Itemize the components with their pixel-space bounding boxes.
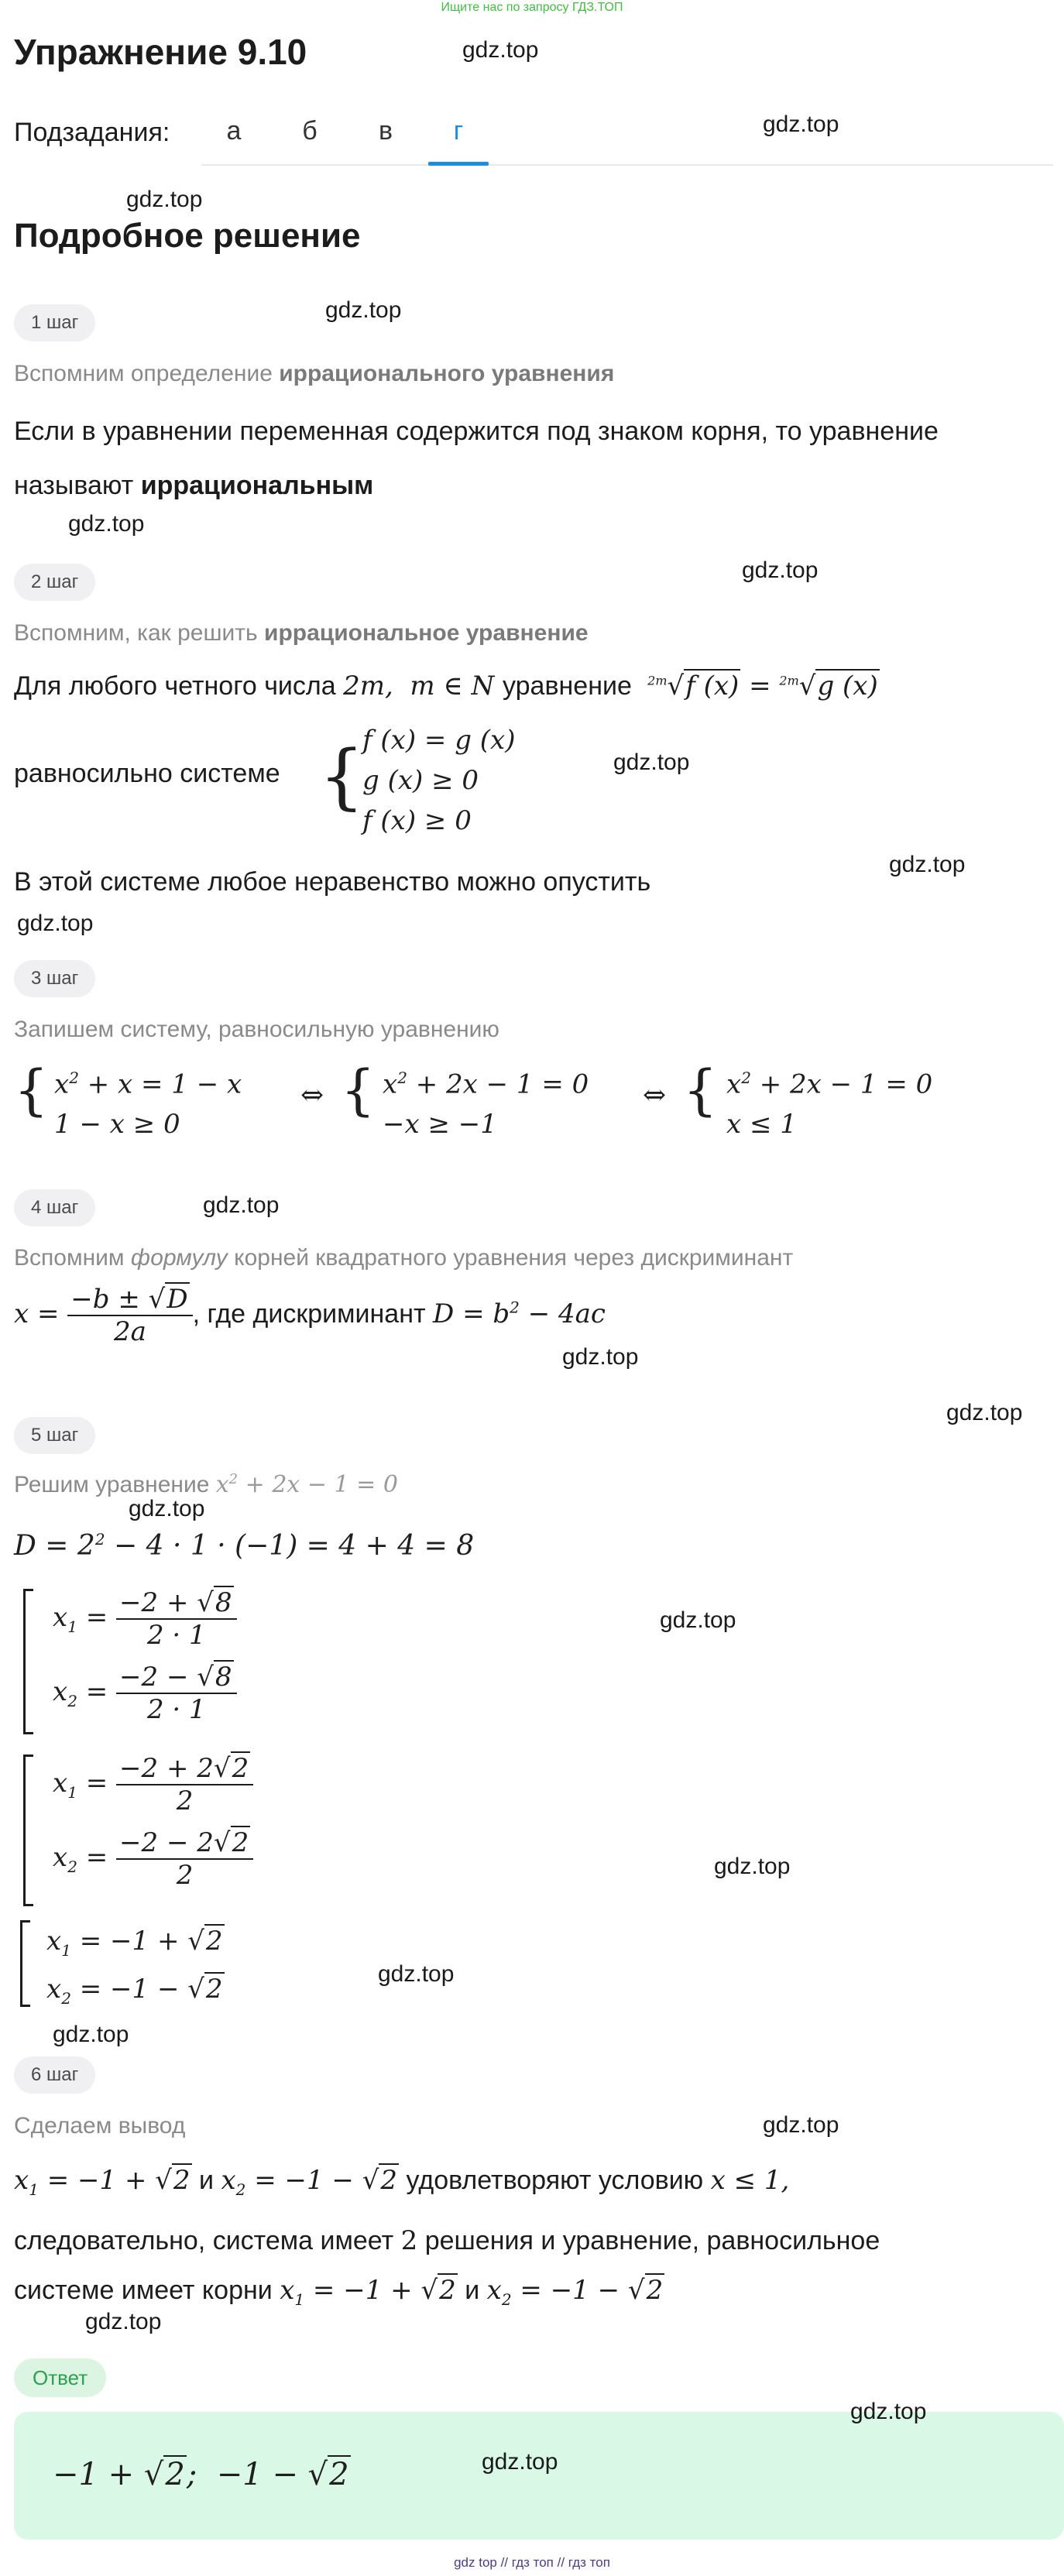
watermark: gdz.top [562,1344,639,1370]
tab-a[interactable]: а [226,116,242,146]
system: $x^2 + 2x - 1 = 0$ −x ≥ −1 [383,1068,589,1141]
step-badge: 1 шаг [14,304,95,341]
system: f (x) = g (x) g (x) ≥ 0 f (x) ≥ 0 [362,725,516,836]
step-intro: Запишем систему, равносильную уравнению [14,1017,499,1042]
watermark: gdz.top [17,911,94,936]
watermark: gdz.top [203,1192,280,1218]
step-text: В этой системе любое неравенство можно опустить [14,867,651,897]
formula-line: x = $\frac{-b \pm √D}{2a}$ , где дискриминант $D = b^2 - 4ac$ [14,1284,606,1347]
page-title: Упражнение 9.10 [14,32,307,72]
conclusion-line: системе имеет корни $x_1 = -1 + √2$ и $x_2 = -1 - √2$ [14,2275,664,2309]
root-x1: $x_1$ = $\frac{-2 + √8}{2 \cdot 1}$ [53,1587,237,1651]
step-intro: Решим уравнение $x^2 + 2x - 1 = 0$ [14,1471,398,1498]
step-badge: 5 шаг [14,1417,95,1454]
step-intro: Вспомним определение иррационального уравнения [14,361,615,386]
answer-badge: Ответ [14,2358,106,2397]
top-notice[interactable]: Ищите нас по запросу ГДЗ.ТОП [441,1,623,14]
tab-b[interactable]: б [302,116,317,146]
system-brace: { [683,1058,718,1122]
active-tab-indicator [428,162,489,166]
watermark: gdz.top [482,2449,558,2475]
root-x1: $x_1$ = $\frac{-2 + 2√2}{2}$ [53,1753,253,1816]
discriminant: $D = 2^2 - 4 \cdot 1 \cdot (-1) = 4 + 4 = 8$ [14,1530,475,1562]
equivalence: ⇔ [643,1079,667,1111]
watermark: gdz.top [85,2309,162,2334]
watermark: gdz.top [763,111,839,137]
tab-v[interactable]: в [378,116,393,146]
system-brace: { [319,735,365,818]
system: $x^2 + x = 1 - x$ 1 − x ≥ 0 [54,1068,242,1141]
step-intro: Сделаем вывод [14,2113,186,2139]
watermark: gdz.top [126,187,203,212]
root-bracket [23,1754,33,1906]
root-bracket [23,1589,33,1734]
answer-value: −1 + √2; −1 − √2 [53,2457,349,2492]
system-brace: { [14,1058,49,1122]
tab-g[interactable]: г [453,116,464,146]
root-x2: $x_2$ = $\frac{-2 - 2√2}{2}$ [53,1827,253,1891]
step-badge: 4 шаг [14,1189,95,1226]
step-text: равносильно системе [14,759,280,788]
step-badge: 2 шаг [14,564,95,601]
watermark: gdz.top [714,1854,791,1879]
system-brace: { [341,1058,376,1122]
watermark: gdz.top [325,297,402,323]
equivalence: ⇔ [300,1079,324,1111]
root-x2: $x_2$ = $\frac{-2 - √8}{2 \cdot 1}$ [53,1662,237,1725]
system: $x^2 + 2x - 1 = 0$ x ≤ 1 [726,1068,933,1141]
watermark: gdz.top [129,1496,205,1521]
step-text: Если в уравнении переменная содержится под знаком корня, то уравнение [14,417,939,446]
watermark: gdz.top [742,557,819,583]
watermark: gdz.top [462,37,539,63]
watermark: gdz.top [660,1607,736,1633]
footer-links[interactable]: gdz top // гдз топ // гдз топ [454,2555,610,2570]
watermark: gdz.top [53,2022,129,2047]
watermark: gdz.top [378,1961,455,1987]
step-intro: Вспомним формулу корней квадратного уравнения через дискриминант [14,1245,794,1271]
step-text: называют иррациональным [14,471,374,500]
answer-box [14,2412,1064,2540]
watermark: gdz.top [763,2112,839,2138]
step-intro: Вспомним, как решить иррациональное уравнение [14,620,589,646]
watermark: gdz.top [889,852,966,877]
conclusion-line: следовательно, система имеет 2 решения и уравнение, равносильное [14,2225,880,2256]
watermark: gdz.top [850,2399,927,2424]
watermark: gdz.top [946,1400,1023,1425]
solution-heading: Подробное решение [14,217,361,255]
equation-line: Для любого четного числа 2m, m ∈ N уравнение $^{2m}$√f (x) = $^{2m}$√g (x) [14,671,878,701]
tab-divider [201,164,1053,166]
subtasks-label: Подзадания: [14,118,170,147]
root-bracket [20,1920,30,2007]
step-badge: 6 шаг [14,2056,95,2094]
conclusion-line: $x_1 = -1 + √2$ и $x_2 = -1 - √2$ удовлетворяют условию x ≤ 1, [14,2165,790,2199]
step-badge: 3 шаг [14,960,95,997]
watermark: gdz.top [68,511,145,537]
roots-final: $x_1 = -1 + √2$ $x_2 = -1 - √2$ [46,1926,223,2008]
watermark: gdz.top [613,749,690,775]
